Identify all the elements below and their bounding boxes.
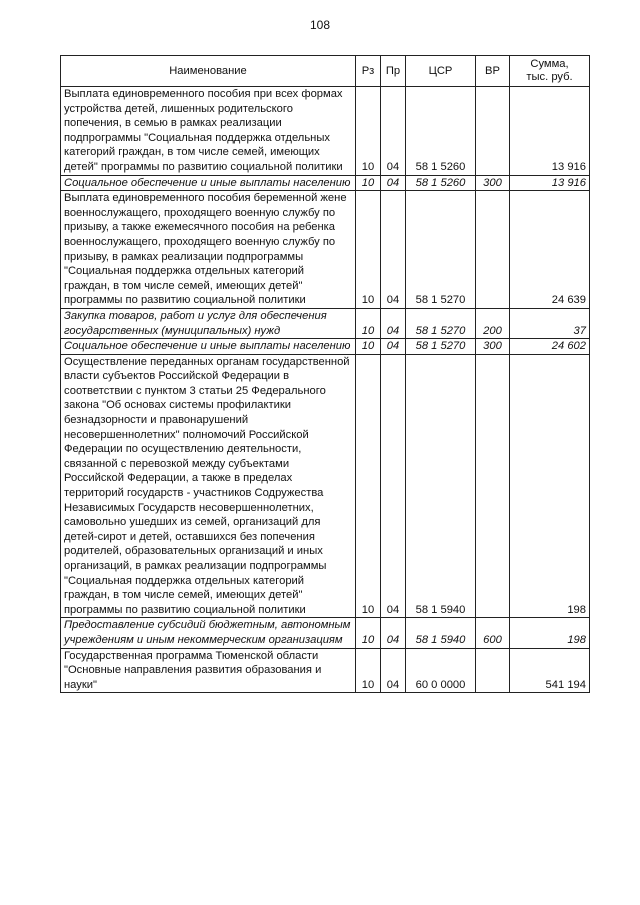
- column-header-sum-line1: Сумма,: [530, 58, 569, 70]
- row-rz: 10: [356, 339, 381, 355]
- column-header-vr: ВР: [476, 56, 510, 87]
- table-row: [61, 175, 590, 191]
- row-rz: 10: [356, 354, 381, 618]
- row-csr: 58 1 5940: [406, 618, 476, 648]
- table-row: [61, 618, 590, 648]
- row-sum: 198: [510, 618, 590, 648]
- column-header-sum-line2: тыс. руб.: [526, 71, 573, 83]
- column-header-pr: Пр: [381, 56, 406, 87]
- row-name: Предоставление субсидий бюджетным, автономным учреждениям и иным некоммерческим организациям: [61, 618, 356, 648]
- row-name: Социальное обеспечение и иные выплаты населению: [61, 339, 356, 355]
- column-header-rz: Рз: [356, 56, 381, 87]
- table-row: [61, 648, 590, 693]
- table-row: [61, 339, 590, 355]
- row-csr: 58 1 5270: [406, 191, 476, 309]
- row-name: Выплата единовременного пособия беременной жене военнослужащего, проходящего военную службу по призыву, а также ежемесячного пособия на ребенка военнослужащего, проходящего военную службу по призыву, в рамках реализации подпрограммы "Социальная поддержка отдельных категорий граждан, в том числе семей, имеющих детей" программы по развитию социальной политики: [61, 191, 356, 309]
- row-sum: 13 916: [510, 87, 590, 176]
- row-pr: 04: [381, 618, 406, 648]
- table-row: [61, 191, 590, 309]
- row-rz: 10: [356, 648, 381, 693]
- row-sum: 24 639: [510, 191, 590, 309]
- row-sum: 37: [510, 308, 590, 338]
- row-rz: 10: [356, 308, 381, 338]
- row-rz: 10: [356, 191, 381, 309]
- row-name: Осуществление переданных органам государственной власти субъектов Российской Федерации в соответствии с пунктом 3 статьи 25 Федерального закона "Об основах системы профилактики безнадзорности и правонарушений несовершеннолетних" полномочий Российской Федерации по осуществлению деятельности, связанной с перевозкой между субъектами Российской Федерации, а также в пределах территорий государств - участников Содружества Независимых Государств несовершеннолетних, самовольно ушедших из семей, организаций для детей-сирот и детей, оставшихся без попечения родителей, образовательных организаций и иных организаций, в рамках реализации подпрограммы "Социальная поддержка отдельных категорий граждан, в том числе семей, имеющих детей" программы по развитию социальной политики: [61, 354, 356, 618]
- row-sum: 24 602: [510, 339, 590, 355]
- row-csr: 60 0 0000: [406, 648, 476, 693]
- row-pr: 04: [381, 175, 406, 191]
- row-name: Закупка товаров, работ и услуг для обеспечения государственных (муниципальных) нужд: [61, 308, 356, 338]
- column-header-name: Наименование: [61, 56, 356, 87]
- row-csr: 58 1 5940: [406, 354, 476, 618]
- row-csr: 58 1 5270: [406, 308, 476, 338]
- table-row: [61, 87, 590, 176]
- row-pr: 04: [381, 648, 406, 693]
- row-vr: [476, 648, 510, 693]
- row-rz: 10: [356, 175, 381, 191]
- row-csr: 58 1 5260: [406, 175, 476, 191]
- row-rz: 10: [356, 618, 381, 648]
- row-vr: 300: [476, 175, 510, 191]
- row-pr: 04: [381, 308, 406, 338]
- row-rz: 10: [356, 87, 381, 176]
- row-vr: [476, 191, 510, 309]
- row-vr: 200: [476, 308, 510, 338]
- row-sum: 13 916: [510, 175, 590, 191]
- row-vr: [476, 87, 510, 176]
- table-row: [61, 354, 590, 618]
- row-sum: 198: [510, 354, 590, 618]
- page-number: 108: [309, 18, 331, 32]
- row-sum: 541 194: [510, 648, 590, 693]
- table-header-row: [61, 56, 590, 87]
- column-header-csr: ЦСР: [406, 56, 476, 87]
- row-name: Государственная программа Тюменской области "Основные направления развития образования и науки": [61, 648, 356, 693]
- table-row: [61, 308, 590, 338]
- row-pr: 04: [381, 191, 406, 309]
- row-pr: 04: [381, 354, 406, 618]
- row-name: Социальное обеспечение и иные выплаты населению: [61, 175, 356, 191]
- row-vr: 300: [476, 339, 510, 355]
- row-pr: 04: [381, 87, 406, 176]
- row-csr: 58 1 5270: [406, 339, 476, 355]
- budget-table: [60, 55, 590, 693]
- column-header-sum: [510, 56, 590, 87]
- row-pr: 04: [381, 339, 406, 355]
- row-vr: [476, 354, 510, 618]
- row-csr: 58 1 5260: [406, 87, 476, 176]
- row-vr: 600: [476, 618, 510, 648]
- row-name: Выплата единовременного пособия при всех формах устройства детей, лишенных родительского попечения, в семью в рамках реализации подпрограммы "Социальная поддержка отдельных категорий граждан, в том числе семей, имеющих детей" программы по развитию социальной политики: [61, 87, 356, 176]
